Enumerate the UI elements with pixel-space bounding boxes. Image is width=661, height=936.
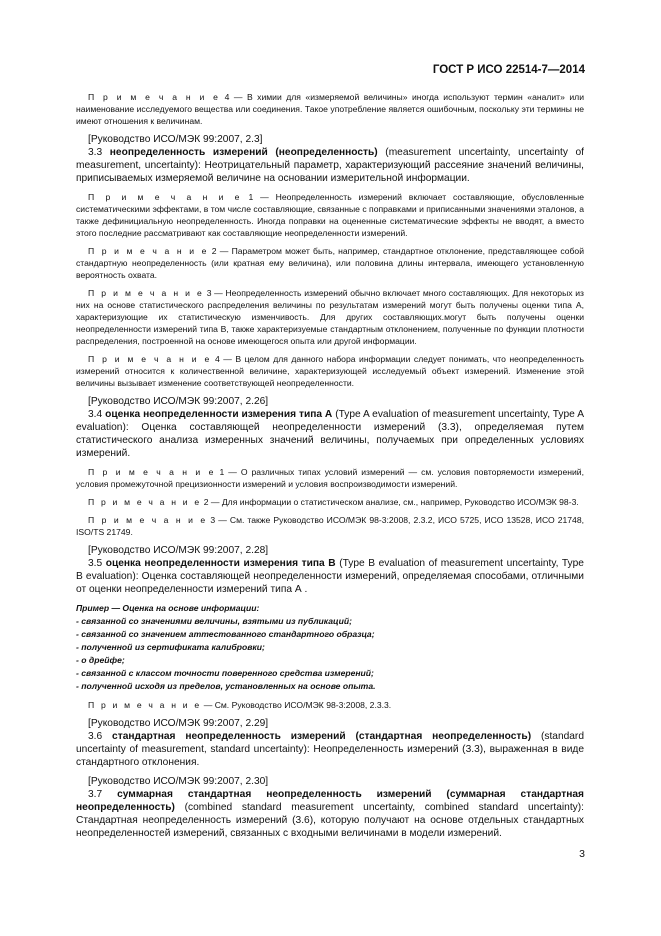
reference: [Руководство ИСО/МЭК 99:2007, 2.28] — [88, 545, 269, 556]
example-item: - полученной из сертификата калибровки; — [76, 641, 265, 652]
note — [76, 514, 584, 538]
term-entry — [76, 408, 584, 460]
term-definition: (measurement uncertainty, uncertainty of measurement, uncertainty): Неотрицательный параметр, характеризующий рассеяние значений величины, приписываемых измеряемой величине на основании измерительной информации. — [76, 147, 584, 184]
term-3-7 — [76, 788, 584, 840]
note-text: 3 — Неопределенность измерений обычно включает много составляющих. Для некоторых из них на основе статистического распределения величины по результатам измерений могут быть получены оценки типа А, характеризующие их статистическую изменчивость. Для других составляющих.могут быть получены оценки неопределенности измерений типа В, также характеризуемые стандартным отклонением, полученные по функции плотности распределения, построенной на основе имеющегося опыта или другой информации. — [76, 288, 584, 346]
reference: [Руководство ИСО/МЭК 99:2007, 2.3] — [88, 134, 263, 145]
note-text: 1 — О различных типах условий измерений — см. условия повторяемости измерений, условия промежуточной прецизионности измерений и условия воспроизводимости измерений. — [76, 467, 584, 489]
example-item: - связанной со значениями величины, взятыми из публикаций; — [76, 615, 352, 626]
example-item: - связанной со значением аттестованного стандартного образца; — [76, 628, 375, 639]
term-title: суммарная стандартная неопределенность измерений (суммарная стандартная неопределенность) — [76, 788, 584, 813]
term-definition: (combined standard measurement uncertainty, combined standard uncertainty): Стандартная неопределенность измерений (3.6), которую получают на основе отдельных стандартных неопределенностей измерений, связанных с входными величинами в модели измерений. — [76, 801, 584, 839]
term-entry — [76, 557, 584, 596]
term-number: 3.6 — [88, 730, 103, 742]
term-title: оценка неопределенности измерения типа А — [105, 409, 333, 420]
note-label: П р и м е ч а н и е — [88, 246, 209, 256]
term-definition: (Type A evaluation of measurement uncertainty, Type A evaluation): Оценка составляющей неопределенности измерений (3.3), определяемая путем статистического анализа измеренных значений величины, получаемых при определенных условиях измерений. — [76, 409, 584, 459]
reference-3-7: [Руководство ИСО/МЭК 99:2007, 2.30] — [88, 775, 269, 787]
note-text: 4 — В химии для «измеряемой величины» иногда используют термин «аналит» или наименование исследуемого вещества или соединения. Такое употребление является ошибочным, поскольку эти термины не имеют отношения к величинам. — [76, 92, 584, 126]
note-text: 2 — Параметром может быть, например, стандартное отклонение, представляющее собой стандартную неопределенность (или кратная ему величина), или половина длины интервала, имеющего установленную вероятность охвата. — [76, 246, 584, 280]
note-label: П р и м е ч а н и е — [88, 699, 202, 710]
term-title: оценка неопределенности измерения типа В — [105, 558, 336, 569]
term-number: 3.4 — [88, 409, 103, 420]
note — [76, 466, 584, 490]
term-alt-title: (неопределенность) — [275, 147, 378, 158]
example-item: - о дрейфе; — [76, 654, 125, 665]
term-number: 3.7 — [88, 788, 103, 800]
example-note — [76, 699, 584, 711]
note-label: П р и м е ч а н и е — [88, 497, 202, 507]
note-text: 2 — Для информации о статистическом анализе, см., например, Руководство ИСО/МЭК 98-3. — [201, 497, 579, 507]
page-number: 3 — [579, 848, 585, 860]
term-title: неопределенность измерений — [109, 147, 268, 158]
note-label: П р и м е ч а н и е — [88, 515, 208, 525]
document-body — [76, 91, 584, 846]
example-list — [76, 615, 584, 693]
term-number: 3.5 — [88, 558, 103, 569]
term-definition: (Type B evaluation of measurement uncertainty, Type B evaluation): Оценка составляющей неопределенности измерений, определяемая способами, отличными от оценки неопределенности измерений типа А . — [76, 558, 584, 595]
note-text: — См. Руководство ИСО/МЭК 98-3:2008, 2.3.3. — [201, 699, 392, 710]
term-entry — [76, 146, 584, 185]
note-label: П р и м е ч а н и е — [88, 467, 216, 477]
note-label: П р и м е ч а н и е — [88, 192, 242, 202]
note — [76, 287, 584, 347]
term-3-6 — [76, 730, 584, 769]
example-heading: Пример — Оценка на основе информации: — [76, 603, 260, 613]
note-label: П р и м е ч а н и е — [88, 288, 205, 298]
reference-3-6: [Руководство ИСО/МЭК 99:2007, 2.29] — [88, 717, 269, 729]
note-text: 3 — См. также Руководство ИСО/МЭК 98-3:2008, 2.3.2, ИСО 5725, ИСО 13528, ИСО 21748, ISO/TS 21749. — [76, 515, 584, 537]
term-number: 3.3 — [88, 147, 103, 158]
example-item: - связанной с классом точности поверенного средства измерений; — [76, 667, 374, 678]
sections-container — [76, 133, 584, 596]
term-definition: (standard uncertainty of measurement, standard uncertainty): Неопределенность измерений (3.3), выраженная в виде стандартного отклонения. — [76, 730, 584, 768]
note-label: П р и м е ч а н и е — [88, 354, 212, 364]
note — [76, 191, 584, 239]
term-title: стандартная неопределенность измерений (стандартная неопределенность) — [112, 730, 532, 742]
note-label: П р и м е ч а н и е — [88, 92, 221, 102]
note — [76, 353, 584, 389]
reference: [Руководство ИСО/МЭК 99:2007, 2.26] — [88, 396, 269, 407]
note-text: 1 — Неопределенность измерений включает составляющие, обусловленные систематическими эффектами, в том числе составляющие, связанные с поправками и приписанными значениями эталонов, а также дефинициальную неопределенность. Иногда поправки на оцененные систематические эффекты не вводят, а вместо этого последние рассматривают как составляющие неопределенности измерений. — [76, 192, 584, 238]
note — [76, 496, 584, 508]
intro-note — [76, 91, 584, 127]
example-item: - полученной исходя из пределов, установленных на основе опыта. — [76, 680, 376, 691]
document-header: ГОСТ Р ИСО 22514-7—2014 — [432, 64, 585, 76]
note — [76, 245, 584, 281]
note-text: 4 — В целом для данного набора информации следует понимать, что неопределенность измерений относится к количественной величине, характеризующей исследуемый объект измерений. Изменение этой величины вызывает изменение соответствующей неопределенности. — [76, 354, 584, 388]
